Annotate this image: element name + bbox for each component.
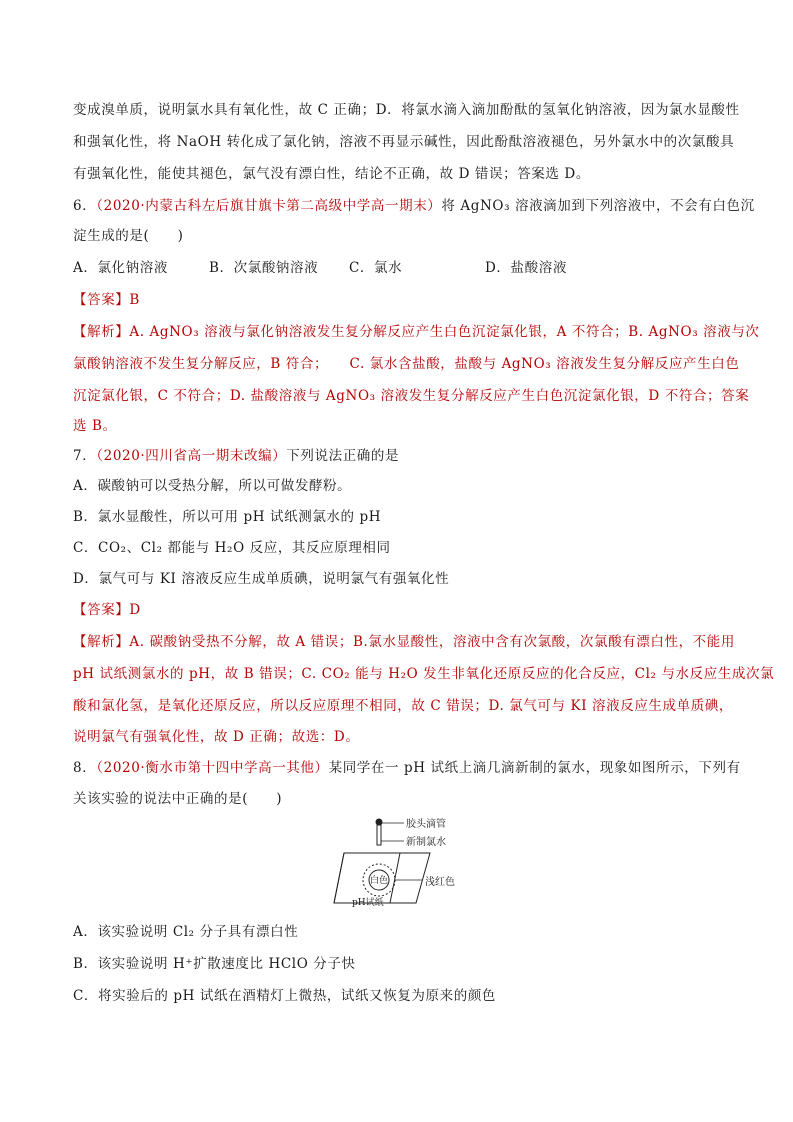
dropper-bulb xyxy=(376,819,383,826)
q6-option-b: B．次氯酸钠溶液 xyxy=(209,260,319,276)
label-white: 白色 xyxy=(370,876,389,886)
q7-explanation-line: pH 试纸测氯水的 pH，故 B 错误；C. CO₂ 能与 H₂O 发生非氧化还原反应的化合反应，Cl₂ 与水反应生成次氯 xyxy=(73,666,775,682)
q8-option-b: B．该实验说明 H⁺扩散速度比 HClO 分子快 xyxy=(73,956,356,972)
q6-explanation-line: 氯酸钠溶液不发生复分解反应，B 符合； C. 氯水含盐酸，盐酸与 AgNO₃ 溶液发生复分解反应产生白色 xyxy=(73,356,740,372)
q8-stem-line2: 关该实验的说法中正确的是( ) xyxy=(73,791,283,807)
q8-option-c: C．将实验后的 pH 试纸在酒精灯上微热，试纸又恢复为原来的颜色 xyxy=(73,988,497,1004)
q7-explanation-line: 酸和氯化氢，是氧化还原反应，所以反应原理不相同，故 C 错误；D. 氯气可与 KI 溶液反应生成单质碘， xyxy=(73,698,734,714)
q7-answer xyxy=(73,600,141,620)
q6-explanation-text: A. AgNO₃ 溶液与氯化钠溶液发生复分解反应产生白色沉淀氯化银，A 不符合；B. AgNO₃ 溶液与次 xyxy=(129,324,760,340)
q7-option-a: A．碳酸钠可以受热分解，所以可做发酵粉。 xyxy=(73,478,352,494)
q6-number: 6． xyxy=(73,198,97,214)
q8-number: 8． xyxy=(73,760,97,776)
label-light-red: 浅红色 xyxy=(425,877,455,888)
dropper-tube xyxy=(377,825,381,845)
q6-option-a: A．氯化钠溶液 xyxy=(73,260,168,276)
label-dropper: 胶头滴管 xyxy=(406,819,446,830)
q8-text: 某同学在一 pH 试纸上滴几滴新制的氯水，现象如图所示，下列有 xyxy=(328,760,741,776)
explanation-label: 【解析】 xyxy=(73,634,130,650)
q5-explanation-line: 变成溴单质，说明氯水具有氧化性，故 C 正确；D．将氯水滴入滴加酚酞的氢氧化钠溶液，因为氯水显酸性 xyxy=(73,102,740,118)
q8-source: （2020·衡水市第十四中学高一其他） xyxy=(96,760,329,776)
q5-explanation-line: 和强氧化性，将 NaOH 转化成了氯化钠，溶液不再显示碱性，因此酚酞溶液褪色，另外氯水中的次氯酸具 xyxy=(73,134,735,150)
q7-option-d: D．氯气可与 KI 溶液反应生成单质碘，说明氯气有强氧化性 xyxy=(73,571,450,587)
q6-explanation-line: 沉淀氯化银，C 不符合；D. 盐酸溶液与 AgNO₃ 溶液发生复分解反应产生白色沉淀氯化银，D 不符合；答案 xyxy=(73,388,750,404)
q8-stem xyxy=(73,758,741,778)
q6-option-c: C．氯水 xyxy=(349,260,403,276)
q5-explanation-line: 有强氧化性，能使其褪色，氯气没有漂白性，结论不正确，故 D 错误；答案选 D。 xyxy=(73,166,590,182)
q7-explanation-text: A. 碳酸钠受热不分解，故 A 错误；B.氯水显酸性，溶液中含有次氯酸，次氯酸有漂白性，不能用 xyxy=(129,634,735,650)
q7-number: 7． xyxy=(73,448,97,464)
q6-stem xyxy=(73,196,755,216)
q7-explanation-line: 说明氯气有强氧化性，故 D 正确；故选：D。 xyxy=(73,729,360,745)
explanation-label: 【解析】 xyxy=(73,324,130,340)
q7-option-c: C．CO₂、Cl₂ 都能与 H₂O 反应，其反应原理相同 xyxy=(73,540,391,556)
q8-option-a: A．该实验说明 Cl₂ 分子具有漂白性 xyxy=(73,924,299,940)
q6-source: （2020·内蒙古科左后旗甘旗卡第二高级中学高一期末） xyxy=(96,198,442,214)
q7-explanation xyxy=(73,632,735,652)
q7-stem xyxy=(73,446,399,466)
label-ph-paper: pH试纸 xyxy=(352,898,384,908)
q6-explanation-line: 选 B。 xyxy=(73,418,117,434)
q6-answer-value: B xyxy=(129,292,140,308)
q7-option-b: B．氯水显酸性，所以可用 pH 试纸测氯水的 pH xyxy=(73,509,382,525)
answer-label: 【答案】 xyxy=(73,602,130,618)
q7-answer-value: D xyxy=(129,602,141,618)
q6-explanation xyxy=(73,322,760,342)
label-chlorine-water: 新制氯水 xyxy=(406,837,446,848)
q7-text: 下列说法正确的是 xyxy=(286,448,400,464)
q6-stem-line2: 淀生成的是( ) xyxy=(73,228,184,244)
q8-figure xyxy=(330,817,480,909)
answer-label: 【答案】 xyxy=(73,292,130,308)
q6-answer xyxy=(73,290,140,310)
q6-text: 将 AgNO₃ 溶液滴加到下列溶液中，不会有白色沉 xyxy=(441,198,755,214)
q7-source: （2020·四川省高一期末改编） xyxy=(96,448,287,464)
q6-option-d: D．盐酸溶液 xyxy=(485,260,567,276)
